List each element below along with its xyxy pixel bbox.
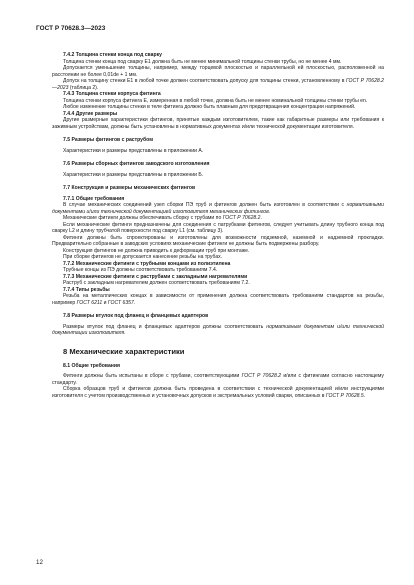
standard-reference: ГОСТ Р 70628.5: [325, 392, 364, 399]
standard-reference: ГОСТ 6357: [107, 299, 134, 306]
section-heading-8: 8 Механические характеристики: [63, 346, 185, 356]
standard-reference: ГОСТ 6211: [76, 299, 103, 306]
paragraph: Толщина стенки корпуса фитинга E, измеренная в любой точке, должна быть не менее номинальной толщины стенки трубы en.: [63, 97, 368, 104]
paragraph: Фитинги должны быть спроектированы и изготовлены для возможности подземной, наземной и надземной прокладки. Предварительно собранные в заводских условиях механические фитинги не должны быть подвержены разбору.: [52, 234, 384, 247]
section-heading-7-7-3: 7.7.3 Механические фитинги с раструбами с закладными нагревателями: [63, 273, 248, 280]
document-header: ГОСТ Р 70628.3—2023: [36, 25, 106, 32]
paragraph: Фитинги должны быть испытаны в сборе с трубами, соответствующими ГОСТ Р 70628.2 и/или с фитингами согласно настоящему стандарту.: [52, 373, 384, 386]
section-heading-7-4-3: 7.4.3 Толщина стенки корпуса фитинга: [63, 91, 161, 97]
standard-reference: нормативным документам и/или технической документации изготовителя.: [52, 323, 384, 336]
paragraph: Другие размерные характеристики фитингов, принятые каждым изготовителем, такие как габаритные размеры или требования к зажимным устройствам, должны быть установлены в нормативных документах и/или технической документации изготовителя.: [52, 117, 384, 130]
section-heading-7-6: 7.6 Размеры сборных фитингов заводского изготовления: [63, 161, 210, 167]
paragraph: Резьба на металлических концах в зависимости от применения должна соответствовать требованиям стандартов на резьбы, например ГОСТ 6211 и ГОСТ 6357.: [52, 293, 384, 306]
section-heading-7-5: 7.5 Размеры фитингов с раструбом: [63, 137, 153, 143]
section-heading-7-8: 7.8 Размеры втулок под фланец и фланцевых адаптеров: [63, 313, 209, 319]
standard-reference: ГОСТ Р 70628.2: [222, 215, 261, 221]
section-heading-7-7-1: 7.7.1 Общие требования: [63, 195, 125, 202]
paragraph: Сборка образцов труб и фитингов должна быть проведена в соответствии с технической документацией и/или инструкциями изготовителя с учетом производственных и установочных допусков и экстремальных условий сварки, описанных в ГОСТ Р 70628.5.: [52, 386, 384, 399]
section-heading-7-4-4: 7.4.4 Другие размеры: [63, 110, 118, 117]
section-heading-7-4-2: 7.4.2 Толщина стенки конца под сварку: [63, 52, 162, 58]
paragraph: Допуск на толщину стенки E1 в любой точке должен соответствовать допуску для толщины стенки, установленному в ГОСТ Р 70628.2—2023 (таблица 2).: [52, 78, 384, 91]
paragraph: При сборке фитингов не допускается нанесение резьбы на трубах.: [63, 254, 223, 260]
paragraph: Трубные концы из ПЭ должны соответствовать требованиям 7.4.: [63, 267, 218, 273]
paragraph: Любое изменение толщины стенки в теле фитинга должно быть плавным для предотвращения концентрации напряжений.: [63, 104, 356, 110]
standard-reference: ГОСТ Р 70628.2: [241, 373, 282, 379]
document-body: [52, 52, 384, 399]
standard-reference: ГОСТ Р 70628.2—2023: [52, 78, 384, 91]
paragraph: Характеристики и размеры представлены в приложении Б.: [63, 171, 204, 178]
page-number: 12: [36, 559, 43, 566]
paragraph: Раструб с закладным нагревателем должен соответствовать требованиям 7.2.: [63, 280, 250, 286]
paragraph: Допускается уменьшение толщины, например, между торцевой плоскостью и параллельной ей плоскостью, расположенной на расстоянии не более 0,01de + 1 мм.: [52, 65, 384, 78]
paragraph: Конструкция фитингов не должна приводить к деформации труб при монтаже.: [63, 247, 250, 254]
paragraph: Если механические фитинги предназначены для соединения с патрубками фитингов, следует учитывать длину трубного конца под сварку L2 и длину трубчатой поверхности под сварку L1 (см. таблицу 3).: [52, 221, 384, 234]
paragraph: Размеры втулок под фланец и фланцевых адаптеров должны соответствовать нормативным документам и/или технической документации изготовителя.: [52, 323, 384, 336]
paragraph: Характеристики и размеры представлены в приложении А.: [63, 147, 204, 154]
section-heading-7-7: 7.7 Конструкция и размеры механических фитингов: [63, 185, 196, 191]
paragraph: В случае механических соединений узел сборки ПЭ труб и фитингов должен быть изготовлен в соответствии с нормативными документами и/или технической документацией изготовителя механических фитингов.: [52, 202, 384, 215]
paragraph: Механические фитинги должны обеспечивать сборку с трубами по ГОСТ Р 70628.2.: [63, 215, 262, 221]
section-heading-7-7-2: 7.7.2 Механические фитинги с трубными концами из полиэтилена: [63, 260, 231, 267]
section-heading-8-1: 8.1 Общие требования: [63, 362, 120, 369]
paragraph: Толщина стенки конца под сварку E1 должна быть не менее минимальной толщины стенки трубы, но не менее 4 мм.: [63, 58, 342, 65]
section-heading-7-7-4: 7.7.4 Типы резьбы: [63, 286, 110, 293]
standard-reference: нормативными документами и/или технической документацией изготовителя механических фитингов.: [52, 202, 384, 215]
